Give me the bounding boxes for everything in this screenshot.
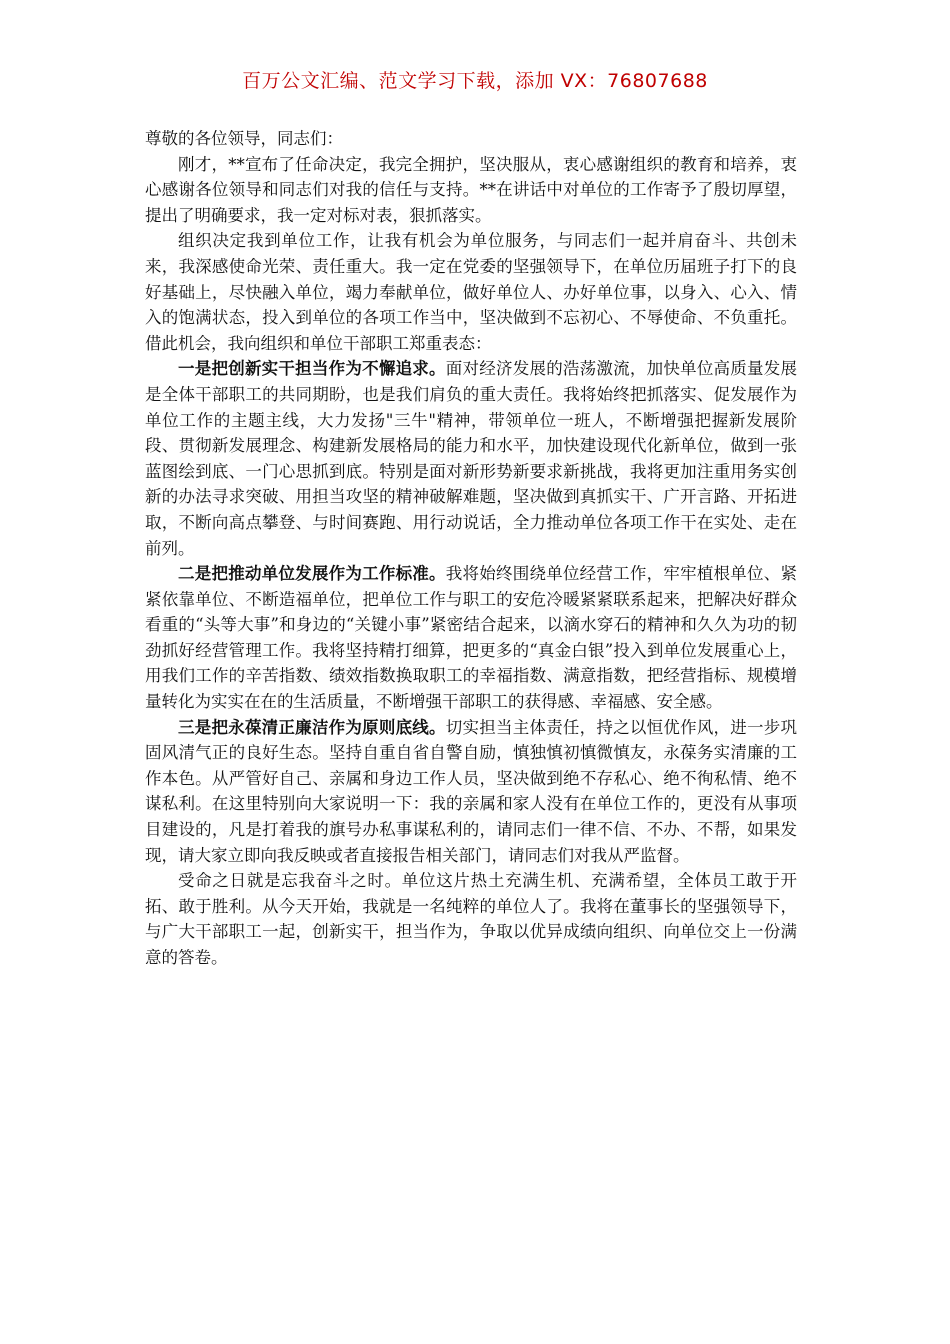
paragraph-2: 组织决定我到单位工作，让我有机会为单位服务，与同志们一起并肩奋斗、共创未来，我深感使命光荣、责任重大。我一定在党委的坚强领导下，在单位历届班子打下的良好基础上，尽快融入单位，竭力奉献单位，做好单位人、办好单位事，以身入、心入、情入的饱满状态，投入到单位的各项工作当中，坚决做到不忘初心、不辱使命、不负重托。借此机会，我向组织和单位干部职工郑重表态： (145, 231, 797, 353)
paragraph-1: 刚才，**宣布了任命决定，我完全拥护，坚决服从，衷心感谢组织的教育和培养，衷心感谢各位领导和同志们对我的信任与支持。**在讲话中对单位的工作寄予了殷切厚望，提出了明确要求，我一定对标对表，狠抓落实。 (145, 154, 797, 225)
paragraph-5-body: 切实担当主体责任，持之以恒优作风，进一步巩固风清气正的良好生态。坚持自重自省自警自励，慎独慎初慎微慎友，永葆务实清廉的工作本色。从严管好自己、亲属和身边工作人员，坚决做到绝不存私心、绝不徇私情、绝不谋私利。在这里特别向大家说明一下：我的亲属和家人没有在单位工作的，更没有从事项目建设的，凡是打着我的旗号办私事谋私利的，请同志们一律不信、不办、不帮，如果发现，请大家立即向我反映或者直接报告相关部门，请同志们对我从严监督。 (145, 717, 798, 865)
paragraph-4 (145, 561, 797, 715)
paragraph-4-body: 我将始终围绕单位经营工作，牢牢植根单位、紧紧依靠单位、不断造福单位，把单位工作与职工的安危冷暖紧紧联系起来，把解决好群众看重的“头等大事”和身边的“关键小事”紧密结合起来，以滴水穿石的精神和久久为功的韧劲抓好经营管理工作。我将坚持精打细算，把更多的“真金白银”投入到单位发展重心上，用我们工作的辛苦指数、绩效指数换取职工的幸福指数、满意指数，把经营指标、规模增量转化为实实在在的生活质量，不断增强干部职工的获得感、幸福感、安全感。 (145, 564, 798, 712)
salutation: 尊敬的各位领导，同志们： (145, 129, 343, 148)
paragraph-6: 受命之日就是忘我奋斗之时。单位这片热土充满生机、充满希望，全体员工敢于开拓、敢于胜利。从今天开始，我就是一名纯粹的单位人了。我将在董事长的坚强领导下，与广大干部职工一起，创新实干，担当作为，争取以优异成绩向组织、向单位交上一份满意的答卷。 (145, 871, 797, 967)
paragraph-4-lead: 二是把推动单位发展作为工作标准。 (178, 564, 446, 584)
paragraph-3 (145, 356, 797, 561)
document-body (145, 126, 797, 971)
paragraph-3-lead: 一是把创新实干担当作为不懈追求。 (178, 359, 446, 379)
paragraph-3-body: 面对经济发展的浩荡激流，加快单位高质量发展是全体干部职工的共同期盼，也是我们肩负的重大责任。我将始终把抓落实、促发展作为单位工作的主题主线，大力发扬"三牛"精神，带领单位一班人，不断增强把握新发展阶段、贯彻新发展理念、构建新发展格局的能力和水平，加快建设现代化新单位，做到一张蓝图绘到底、一门心思抓到底。特别是面对新形势新要求新挑战，我将更加注重用务实创新的办法寻求突破、用担当攻坚的精神破解难题，坚决做到真抓实干、广开言路、开拓进取，不断向高点攀登、与时间赛跑、用行动说话，全力推动单位各项工作干在实处、走在前列。 (145, 359, 798, 558)
header-banner: 百万公文汇编、范文学习下载，添加 VX：76807688 (242, 70, 708, 92)
paragraph-5 (145, 715, 797, 869)
paragraph-5-lead: 三是把永葆清正廉洁作为原则底线。 (178, 717, 446, 737)
